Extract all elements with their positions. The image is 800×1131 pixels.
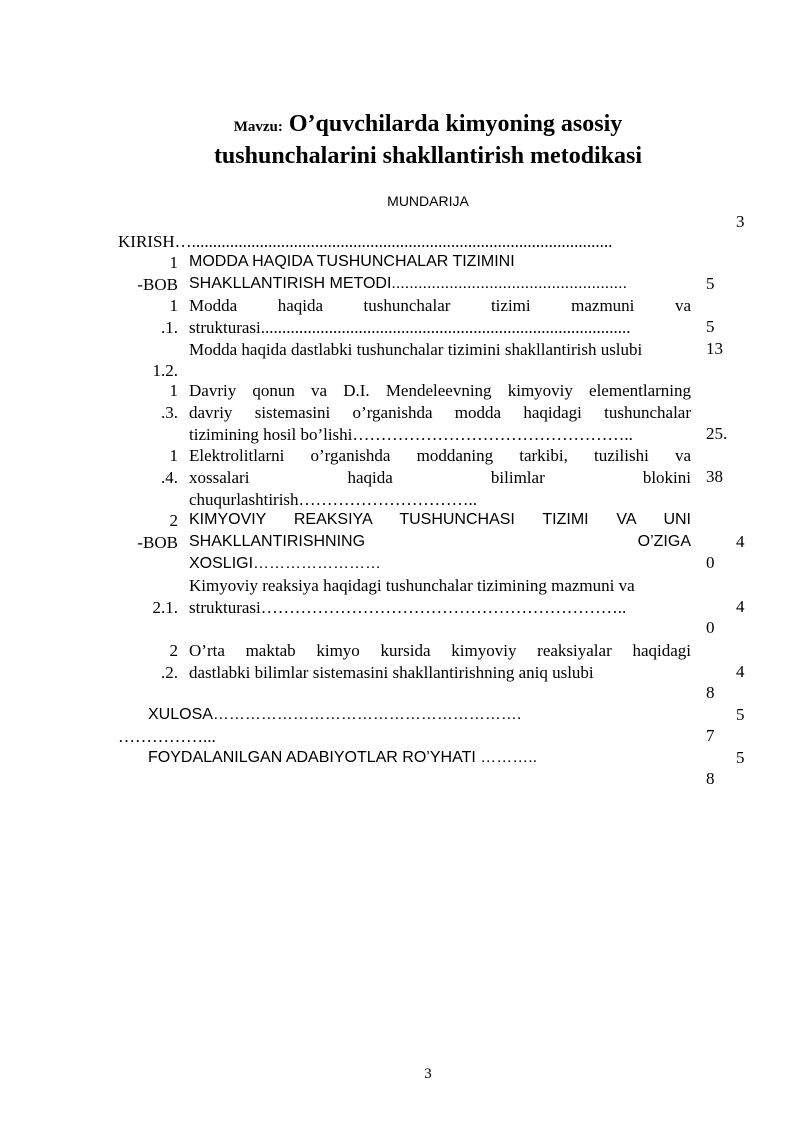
- document-title-line-2: tushunchalarini shakllantirish metodikasi: [213, 143, 643, 169]
- contents-heading: MUNDARIJA: [387, 193, 469, 209]
- toc-s13-num2: .3.: [161, 403, 178, 422]
- toc-s13-line2: davriy sistemasini o’rganishda modda haqidagi tushunchalar: [189, 403, 691, 422]
- toc-s22-line1: O’rta maktab kimyo kursida kimyoviy reaksiyalar haqidagi: [189, 641, 691, 660]
- toc-s21-page-a: 4: [736, 597, 745, 616]
- toc-s22-num: 2: [169, 641, 178, 660]
- toc-s14-line3: chuqurlashtirish…………………………..: [189, 490, 478, 509]
- toc-s11-line1: Modda haqida tushunchalar tizimi mazmuni va: [189, 296, 691, 315]
- toc-kirish-page: 3: [736, 212, 745, 231]
- toc-ch2-line1: KIMYOVIY REAKSIYA TUSHUNCHASI TIZIMI VA UNI: [189, 511, 691, 528]
- toc-ch2-line3: XOSLIGI……………………: [189, 555, 382, 572]
- toc-s22-page-b: 8: [706, 683, 715, 702]
- toc-bibliography: FOYDALANILGAN ADABIYOTLAR RO’YHATI ………..: [148, 749, 538, 766]
- toc-s14-line1: Elektrolitlarni o’rganishda moddaning tarkibi, tuzilishi va: [189, 446, 691, 465]
- toc-s21-num: 2.1.: [152, 598, 178, 617]
- toc-s22-page-a: 4: [736, 662, 745, 681]
- page-number: 3: [424, 1066, 432, 1082]
- mavzu-label: Mavzu:: [233, 119, 283, 135]
- toc-s11-line2: strukturasi.......................................................................................: [189, 318, 631, 337]
- toc-s14-num2: .4.: [161, 468, 178, 487]
- toc-s14-num: 1: [169, 446, 178, 465]
- toc-s12-line1: Modda haqida dastlabki tushunchalar tizimini shakllantirish uslubi: [189, 340, 643, 359]
- toc-s21-line1: Kimyoviy reaksiya haqidagi tushunchalar tizimining mazmuni va: [189, 576, 635, 595]
- toc-ch1-num2: -BOB: [137, 275, 178, 294]
- toc-s14-line2: xossalari haqida bilimlar blokini: [189, 468, 691, 487]
- toc-s14-page: 38: [706, 467, 723, 486]
- toc-ch2-page-a: 4: [736, 532, 745, 551]
- toc-xulosa: XULOSA………………………………………………….: [148, 706, 522, 723]
- toc-ch2-page-b: 0: [706, 553, 715, 572]
- toc-bibliography-page-b: 8: [706, 769, 715, 788]
- toc-s13-line3: tizimining hosil bo’lishi…………………………………………..: [189, 425, 633, 444]
- toc-kirish: KIRISH…...................................................................................................: [118, 232, 613, 251]
- toc-ch1-line2: SHAKLLANTIRISH METODI.....................................................: [189, 275, 628, 292]
- toc-ch2-num2: -BOB: [137, 533, 178, 552]
- toc-s11-num2: .1.: [161, 318, 178, 337]
- toc-s11-num: 1: [169, 296, 178, 315]
- document-title: [0, 108, 800, 143]
- toc-xulosa-page-b: 7: [706, 726, 715, 745]
- toc-ch2-line2: SHAKLLANTIRISHNING O’ZIGA: [189, 533, 691, 550]
- toc-s21-line2: strukturasi………………………………………………………..: [189, 598, 627, 617]
- toc-s22-line2: dastlabki bilimlar sistemasini shakllantirishning aniq uslubi: [189, 663, 594, 682]
- toc-xulosa-line2: ……………...: [118, 727, 216, 746]
- toc-s13-page: 25.: [706, 424, 728, 443]
- toc-xulosa-page-a: 5: [736, 705, 745, 724]
- toc-s11-page: 5: [706, 317, 715, 336]
- toc-s13-num: 1: [169, 381, 178, 400]
- toc-s13-line1: Davriy qonun va D.I. Mendeleevning kimyoviy elementlarning: [189, 381, 691, 400]
- title-line-1: O’quvchilarda kimyoning asosiy: [288, 111, 623, 137]
- toc-s22-num2: .2.: [161, 663, 178, 682]
- toc-s21-page-b: 0: [706, 618, 715, 637]
- toc-ch1-line1: MODDA HAQIDA TUSHUNCHALAR TIZIMINI: [189, 253, 515, 270]
- toc-ch1-page: 5: [706, 274, 715, 293]
- toc-ch1-num: 1: [169, 253, 178, 272]
- toc-s12-num: 1.2.: [152, 361, 178, 380]
- toc-bibliography-page-a: 5: [736, 748, 745, 767]
- toc-ch2-num: 2: [169, 511, 178, 530]
- toc-s12-page: 13: [706, 339, 723, 358]
